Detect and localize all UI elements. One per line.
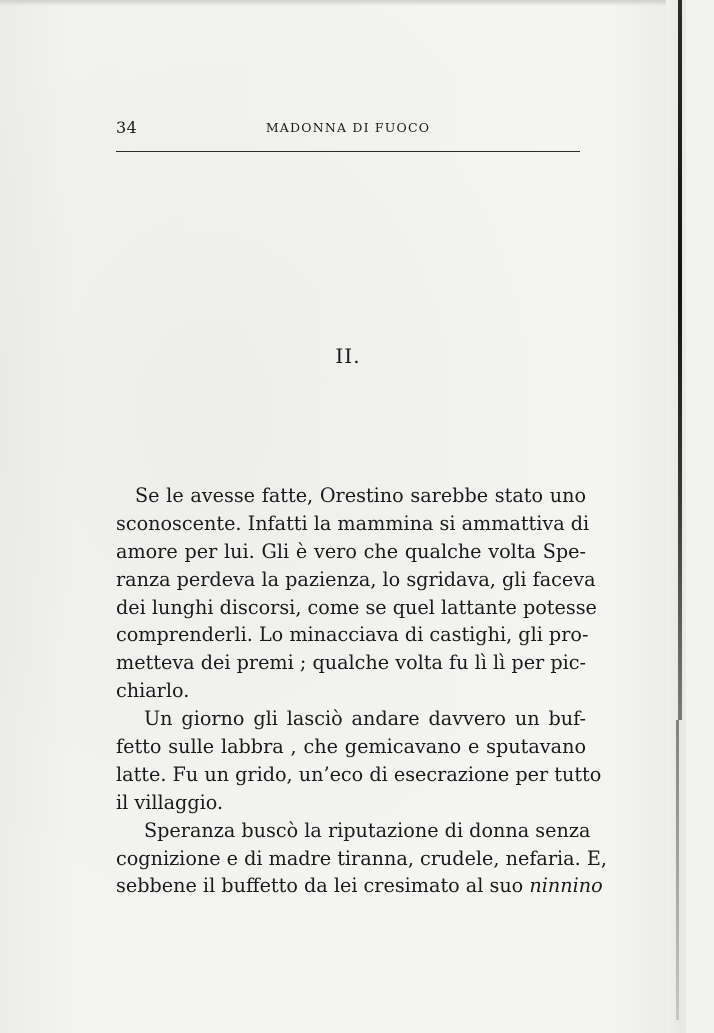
text-line: ranza perdeva la pazienza, lo sgridava, gli faceva: [116, 567, 596, 591]
text-line: fetto sulle labbra , che gemicavano e sputavano: [116, 735, 586, 759]
text-line: chiarlo.: [116, 679, 190, 703]
page-number: 34: [116, 118, 138, 137]
book-spine-edge-lower: [676, 720, 679, 1020]
text-line-final-roman: sebbene il buffetto da lei cresimato al suo: [116, 874, 524, 898]
running-header: [116, 116, 580, 144]
text-line: metteva dei premi ; qualche volta fu lì lì per pic-: [116, 651, 586, 675]
running-title: MADONNA DI FUOCO: [265, 120, 431, 135]
text-line: il villaggio.: [116, 790, 224, 814]
header-rule: [116, 151, 580, 152]
text-line: comprenderli. Lo minacciava di castighi, gli pro-: [116, 623, 589, 647]
text-line-final: [116, 872, 603, 900]
book-spine-edge: [678, 0, 682, 720]
text-line: Speranza buscò la riputazione di donna senza: [144, 818, 591, 842]
text-line: sconoscente. Infatti la mammina si ammattiva di: [116, 511, 590, 535]
text-line: cognizione e di madre tiranna, crudele, nefaria. E,: [116, 846, 607, 870]
text-line: Se le avesse fatte, Orestino sarebbe stato uno: [135, 484, 586, 507]
italic-word: ninnino: [529, 874, 603, 898]
text-line: Un giorno gli lasciò andare davvero un buf-: [144, 707, 586, 731]
page-top-edge: [0, 0, 714, 6]
text-line: latte. Fu un grido, un’eco di esecrazione per tutto: [116, 762, 602, 786]
chapter-heading: II.: [335, 344, 361, 368]
text-line: amore per lui. Gli è vero che qualche volta Spe-: [116, 539, 586, 563]
text-line: dei lunghi discorsi, come se quel lattante potesse: [116, 595, 597, 619]
facing-page-edge: [686, 0, 714, 1033]
body-text: [116, 482, 607, 900]
